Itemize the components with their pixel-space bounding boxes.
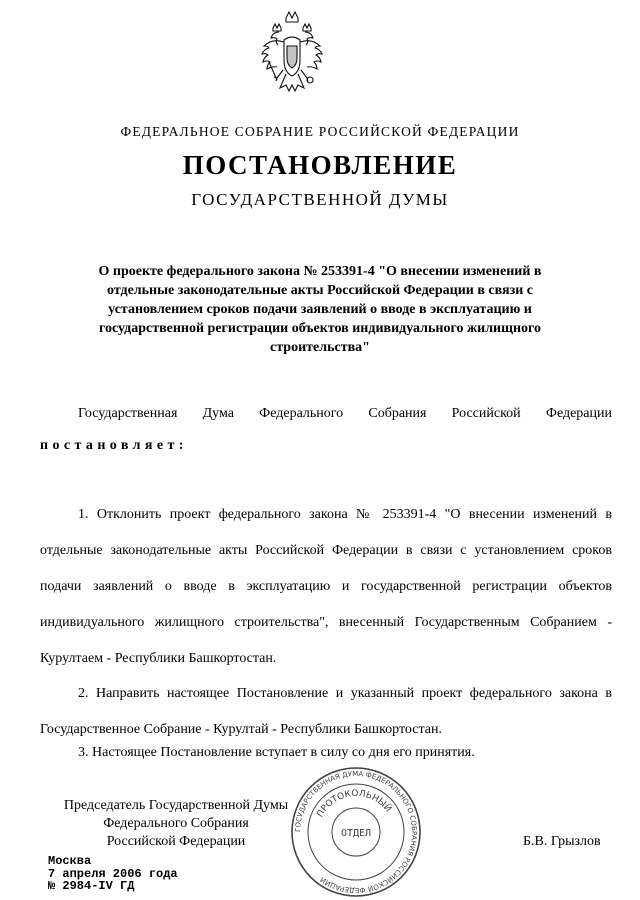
- stamp-ring-text: ГОСУДАРСТВЕННАЯ ДУМА ФЕДЕРАЛЬНОГО СОБРАНИЯ РОССИЙСКОЙ ФЕДЕРАЦИИ: [293, 769, 419, 895]
- parliament-name: ФЕДЕРАЛЬНОЕ СОБРАНИЕ РОССИЙСКОЙ ФЕДЕРАЦИИ: [120, 124, 520, 139]
- decree-word: постановляет:: [40, 438, 188, 453]
- date: 7 апреля 2006 года: [48, 866, 178, 881]
- document-subject: О проекте федерального закона № 253391-4 "О внесении изменений в отдельные законодательные акты Российской Федерации в связи с установлением сроков подачи заявлений о вводе в эксплуатацию и государственной регистрации объектов индивидуального жилищного строительства": [98, 264, 542, 355]
- stamp-arc-text: ПРОТОКОЛЬНЫЙ: [315, 788, 393, 820]
- decree-item-3: 3. Настоящее Постановление вступает в силу со дня его принятия.: [78, 745, 475, 760]
- place-and-date: [48, 855, 178, 893]
- stamp-center-text: ОТДЕЛ: [340, 828, 372, 839]
- signature-title-line-2: Федерального Собрания: [103, 816, 249, 831]
- signature-title-line-3: Российской Федерации: [106, 834, 246, 849]
- document-number: № 2984-IV ГД: [48, 879, 135, 893]
- signature-title-line-1: Председатель Государственной Думы: [63, 798, 289, 813]
- document-type: ПОСТАНОВЛЕНИЕ: [182, 150, 458, 180]
- city: Москва: [48, 854, 92, 868]
- issuing-authority: ГОСУДАРСТВЕННОЙ ДУМЫ: [191, 190, 449, 209]
- decree-item-1: 1. Отклонить проект федерального закона № 253391-4 "О внесении изменений в отдельные законодательные акты Российской Федерации в связи с установлением сроков подачи заявлений о вводе в эксплуатацию и государственной регистрации объектов индивидуального жилищного строительства", внесенный Государственным Собранием - Курултаем - Республики Башкортостан.: [40, 507, 612, 666]
- preamble: Государственная Дума Федерального Собрания Российской Федерации: [78, 406, 612, 421]
- decree-item-2: 2. Направить настоящее Постановление и указанный проект федерального закона в Государственное Собрание - Курултай - Республики Башкортостан.: [40, 686, 612, 737]
- coat-of-arms-icon: [259, 8, 325, 100]
- signatory-name: Б.В. Грызлов: [523, 834, 601, 849]
- official-stamp: [288, 764, 424, 900]
- signature-title: [46, 797, 306, 851]
